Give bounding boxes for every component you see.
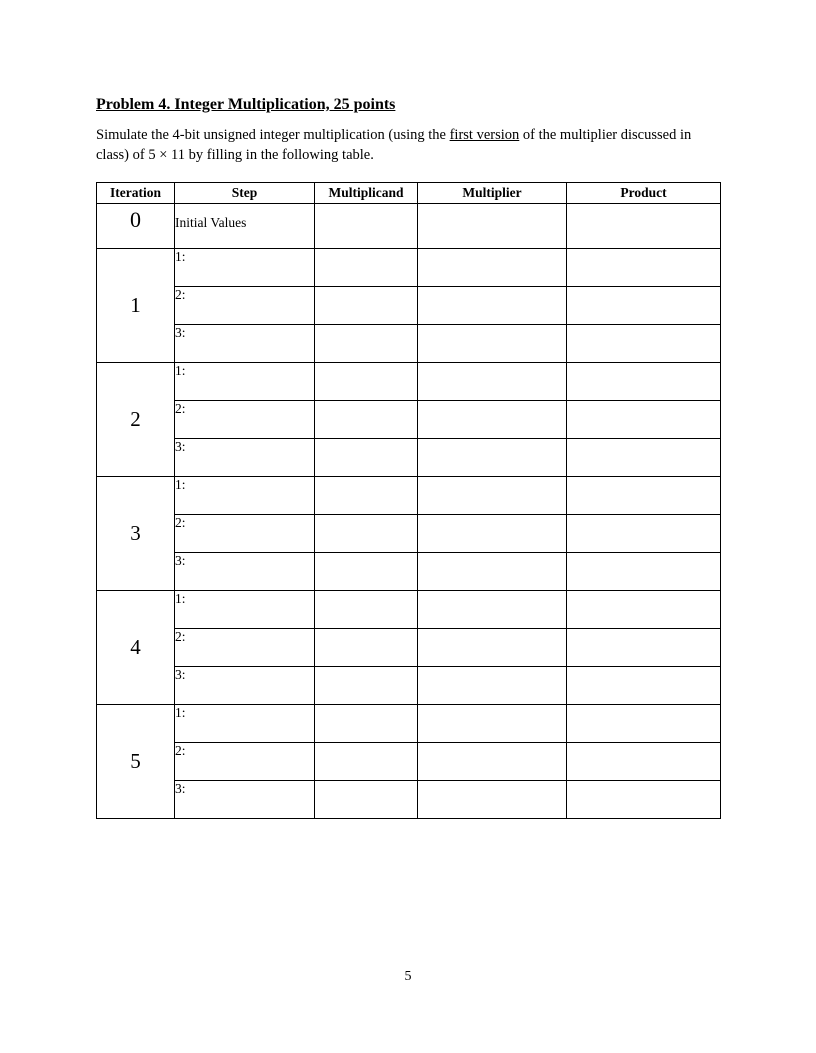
iteration-cell: 1: [97, 249, 175, 363]
multiplier-cell: [418, 363, 567, 401]
table-row: [97, 629, 721, 667]
multiplier-cell: [418, 705, 567, 743]
product-cell: [567, 553, 721, 591]
multiplier-cell: [418, 325, 567, 363]
column-header-multiplicand: Multiplicand: [315, 183, 418, 204]
multiplier-cell: [418, 553, 567, 591]
step-cell: 3:: [175, 553, 315, 591]
iteration-cell: 4: [97, 591, 175, 705]
column-header-multiplier: Multiplier: [418, 183, 567, 204]
multiplicand-cell: [315, 667, 418, 705]
multiplier-cell: [418, 287, 567, 325]
step-cell: 3:: [175, 439, 315, 477]
multiplier-cell: [418, 781, 567, 819]
multiplicand-cell: [315, 439, 418, 477]
iteration-cell: 2: [97, 363, 175, 477]
step-cell: 1:: [175, 591, 315, 629]
table-row: [97, 287, 721, 325]
column-header-step: Step: [175, 183, 315, 204]
product-cell: [567, 743, 721, 781]
product-cell: [567, 325, 721, 363]
step-cell: 1:: [175, 705, 315, 743]
product-cell: [567, 439, 721, 477]
product-cell: [567, 204, 721, 249]
multiplier-cell: [418, 204, 567, 249]
intro-underlined-text: first version: [449, 127, 520, 143]
multiplier-cell: [418, 629, 567, 667]
product-cell: [567, 477, 721, 515]
step-cell: 1:: [175, 249, 315, 287]
table-header-row: [97, 183, 721, 204]
table-row: [97, 553, 721, 591]
multiplication-table: [96, 182, 721, 819]
product-cell: [567, 629, 721, 667]
column-header-iteration: Iteration: [97, 183, 175, 204]
page-content: [96, 95, 720, 819]
intro-text-2: of the multiplier discussed in class) of: [96, 127, 692, 163]
table-row: [97, 204, 721, 249]
step-cell: Initial Values: [175, 204, 315, 249]
multiplier-cell: [418, 249, 567, 287]
multiplicand-cell: [315, 743, 418, 781]
intro-text-1: Simulate the 4-bit unsigned integer multiplication (using the: [96, 127, 450, 143]
multiplicand-cell: [315, 705, 418, 743]
step-cell: 3:: [175, 325, 315, 363]
product-cell: [567, 667, 721, 705]
iteration-cell: 0: [97, 204, 175, 249]
table-row: [97, 667, 721, 705]
multiplicand-cell: [315, 477, 418, 515]
product-cell: [567, 363, 721, 401]
product-cell: [567, 705, 721, 743]
multiplicand-cell: [315, 249, 418, 287]
product-cell: [567, 515, 721, 553]
multiplier-cell: [418, 515, 567, 553]
multiplicand-cell: [315, 401, 418, 439]
multiplicand-cell: [315, 781, 418, 819]
multiplicand-cell: [315, 591, 418, 629]
multiplier-cell: [418, 667, 567, 705]
multiplicand-cell: [315, 515, 418, 553]
table-row: [97, 743, 721, 781]
product-cell: [567, 401, 721, 439]
multiplier-cell: [418, 401, 567, 439]
page-number: 5: [404, 969, 412, 984]
step-cell: 1:: [175, 363, 315, 401]
table-row: [97, 363, 721, 401]
product-cell: [567, 249, 721, 287]
multiplier-cell: [418, 439, 567, 477]
column-header-product: Product: [567, 183, 721, 204]
product-cell: [567, 781, 721, 819]
product-cell: [567, 591, 721, 629]
table-row: [97, 249, 721, 287]
step-cell: 1:: [175, 477, 315, 515]
step-cell: 2:: [175, 743, 315, 781]
table-row: [97, 439, 721, 477]
multiplicand-cell: [315, 287, 418, 325]
step-cell: 2:: [175, 401, 315, 439]
table-row: [97, 781, 721, 819]
page-title: Problem 4. Integer Multiplication, 25 points: [96, 96, 396, 113]
multiplier-cell: [418, 477, 567, 515]
iteration-cell: 3: [97, 477, 175, 591]
step-cell: 2:: [175, 287, 315, 325]
table-row: [97, 705, 721, 743]
table-row: [97, 401, 721, 439]
iteration-cell: 5: [97, 705, 175, 819]
multiplicand-cell: [315, 553, 418, 591]
step-cell: 2:: [175, 515, 315, 553]
step-cell: 2:: [175, 629, 315, 667]
multiplicand-cell: [315, 629, 418, 667]
table-row: [97, 477, 721, 515]
multiplicand-cell: [315, 325, 418, 363]
table-row: [97, 325, 721, 363]
table-row: [97, 515, 721, 553]
multiplier-cell: [418, 743, 567, 781]
intro-paragraph: [96, 126, 720, 165]
step-cell: 3:: [175, 781, 315, 819]
table-row: [97, 591, 721, 629]
product-cell: [567, 287, 721, 325]
multiplier-cell: [418, 591, 567, 629]
step-cell: 3:: [175, 667, 315, 705]
intro-expression: 5 × 11: [148, 146, 185, 163]
multiplicand-cell: [315, 204, 418, 249]
intro-text-3: by filling in the following table.: [184, 146, 374, 163]
multiplicand-cell: [315, 363, 418, 401]
